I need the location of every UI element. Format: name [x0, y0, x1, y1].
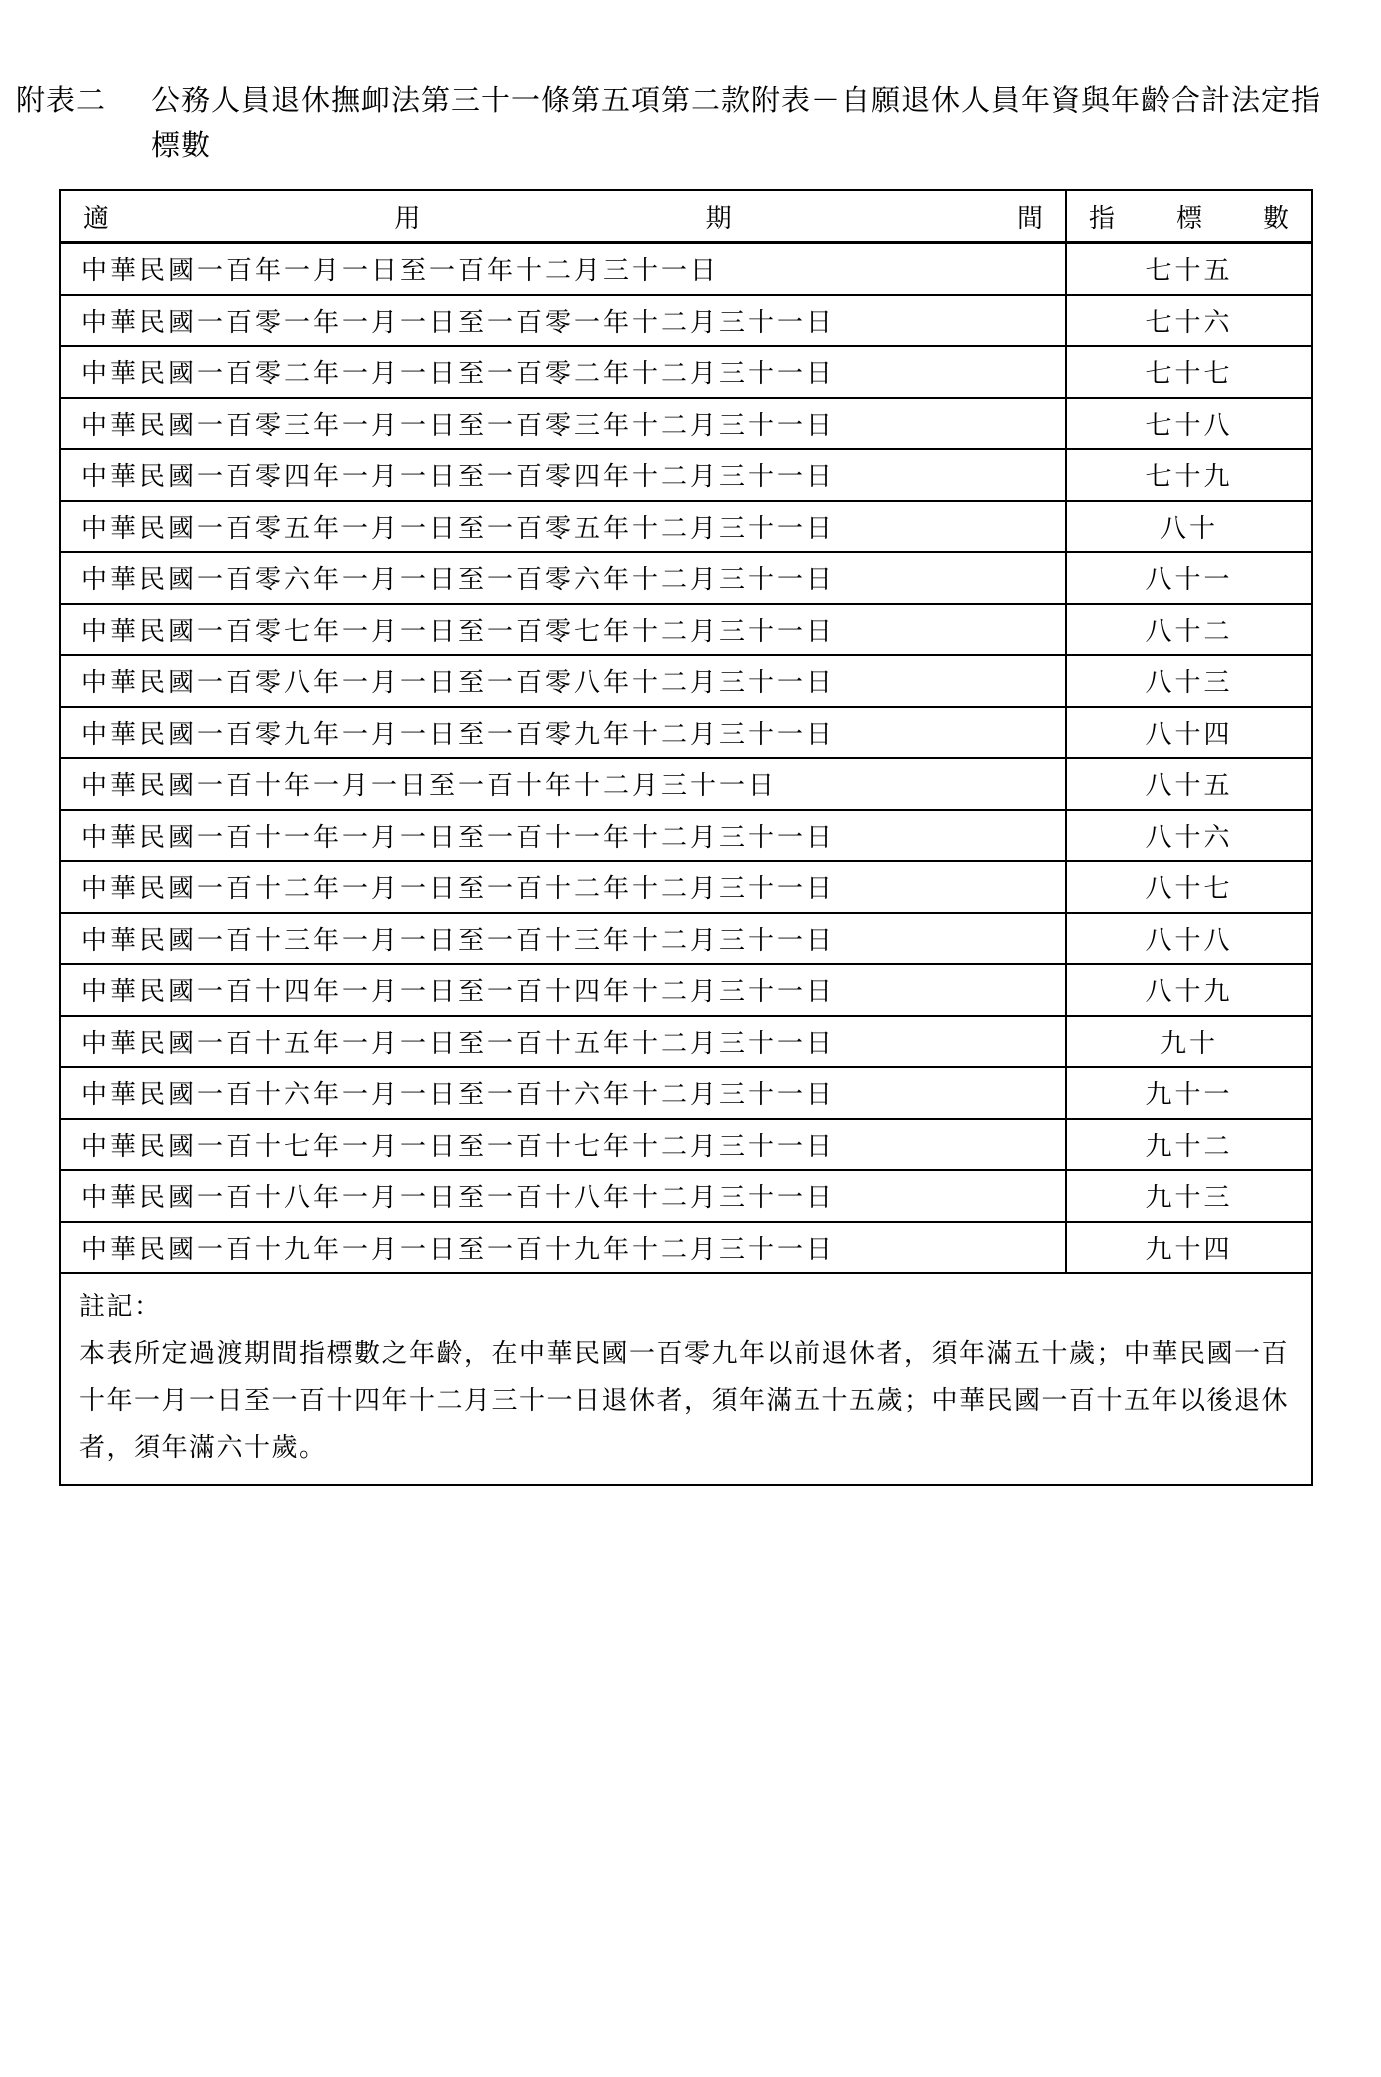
period-cell: 中華民國一百零六年一月一日至一百零六年十二月三十一日 [60, 552, 1066, 604]
note-heading: 註記： [79, 1292, 162, 1322]
table-row [60, 398, 1312, 450]
table-row [60, 1016, 1312, 1068]
period-cell: 中華民國一百零三年一月一日至一百零三年十二月三十一日 [60, 398, 1066, 450]
index-cell: 八十八 [1066, 913, 1312, 965]
note-row [60, 1273, 1312, 1485]
table-row [60, 449, 1312, 501]
table-row [60, 758, 1312, 810]
index-cell: 九十二 [1066, 1119, 1312, 1171]
period-cell: 中華民國一百零九年一月一日至一百零九年十二月三十一日 [60, 707, 1066, 759]
table-row [60, 913, 1312, 965]
period-cell: 中華民國一百十八年一月一日至一百十八年十二月三十一日 [60, 1170, 1066, 1222]
period-cell: 中華民國一百十六年一月一日至一百十六年十二月三十一日 [60, 1067, 1066, 1119]
period-cell: 中華民國一百零四年一月一日至一百零四年十二月三十一日 [60, 449, 1066, 501]
appendix-title-text: 公務人員退休撫卹法第三十一條第五項第二款附表－自願退休人員年資與年齡合計法定指標數 [151, 83, 1322, 162]
index-table [59, 189, 1313, 1486]
table-row [60, 964, 1312, 1016]
table-header-row [60, 190, 1312, 243]
note-body: 本表所定過渡期間指標數之年齡，在中華民國一百零九年以前退休者，須年滿五十歲；中華民國一百十年一月一日至一百十四年十二月三十一日退休者，須年滿五十五歲；中華民國一百十五年以後退休者，須年滿六十歲。 [79, 1339, 1290, 1463]
table-row [60, 810, 1312, 862]
header-index-char: 標 [1175, 203, 1202, 234]
period-cell: 中華民國一百零一年一月一日至一百零一年十二月三十一日 [60, 295, 1066, 347]
index-cell: 八十二 [1066, 604, 1312, 656]
period-cell: 中華民國一百十二年一月一日至一百十二年十二月三十一日 [60, 861, 1066, 913]
table-row [60, 1067, 1312, 1119]
note-cell [60, 1273, 1312, 1485]
period-cell: 中華民國一百零七年一月一日至一百零七年十二月三十一日 [60, 604, 1066, 656]
period-cell: 中華民國一百零五年一月一日至一百零五年十二月三十一日 [60, 501, 1066, 553]
header-period [60, 190, 1066, 243]
table-row [60, 861, 1312, 913]
index-cell: 九十四 [1066, 1222, 1312, 1274]
table-row [60, 552, 1312, 604]
header-period-char: 間 [1016, 203, 1043, 234]
index-cell: 八十四 [1066, 707, 1312, 759]
period-cell: 中華民國一百零二年一月一日至一百零二年十二月三十一日 [60, 346, 1066, 398]
table-row [60, 1119, 1312, 1171]
index-cell: 九十三 [1066, 1170, 1312, 1222]
table-row [60, 295, 1312, 347]
index-cell: 七十五 [1066, 243, 1312, 295]
index-cell: 八十三 [1066, 655, 1312, 707]
header-index-char: 數 [1262, 203, 1289, 234]
period-cell: 中華民國一百年一月一日至一百年十二月三十一日 [60, 243, 1066, 295]
table-row [60, 1222, 1312, 1274]
table-row [60, 1170, 1312, 1222]
table-row [60, 243, 1312, 295]
table-row [60, 655, 1312, 707]
table-row [60, 346, 1312, 398]
header-index [1066, 190, 1312, 243]
index-cell: 七十七 [1066, 346, 1312, 398]
period-cell: 中華民國一百十九年一月一日至一百十九年十二月三十一日 [60, 1222, 1066, 1274]
index-cell: 七十八 [1066, 398, 1312, 450]
period-cell: 中華民國一百十七年一月一日至一百十七年十二月三十一日 [60, 1119, 1066, 1171]
period-cell: 中華民國一百十三年一月一日至一百十三年十二月三十一日 [60, 913, 1066, 965]
period-cell: 中華民國一百十年一月一日至一百十年十二月三十一日 [60, 758, 1066, 810]
index-cell: 九十一 [1066, 1067, 1312, 1119]
period-cell: 中華民國一百十一年一月一日至一百十一年十二月三十一日 [60, 810, 1066, 862]
header-period-char: 期 [705, 203, 732, 234]
table-row [60, 707, 1312, 759]
table-row [60, 604, 1312, 656]
header-period-char: 用 [394, 203, 421, 234]
document-title [16, 78, 1346, 168]
index-cell: 八十五 [1066, 758, 1312, 810]
index-cell: 七十六 [1066, 295, 1312, 347]
header-index-char: 指 [1089, 203, 1116, 234]
index-cell: 八十一 [1066, 552, 1312, 604]
index-cell: 八十六 [1066, 810, 1312, 862]
index-cell: 八十九 [1066, 964, 1312, 1016]
index-cell: 八十 [1066, 501, 1312, 553]
appendix-label: 附表二 [16, 83, 107, 117]
index-cell: 七十九 [1066, 449, 1312, 501]
header-period-char: 適 [83, 203, 110, 234]
period-cell: 中華民國一百十五年一月一日至一百十五年十二月三十一日 [60, 1016, 1066, 1068]
table-row [60, 501, 1312, 553]
table-body [60, 243, 1312, 1274]
period-cell: 中華民國一百零八年一月一日至一百零八年十二月三十一日 [60, 655, 1066, 707]
index-cell: 九十 [1066, 1016, 1312, 1068]
period-cell: 中華民國一百十四年一月一日至一百十四年十二月三十一日 [60, 964, 1066, 1016]
index-cell: 八十七 [1066, 861, 1312, 913]
